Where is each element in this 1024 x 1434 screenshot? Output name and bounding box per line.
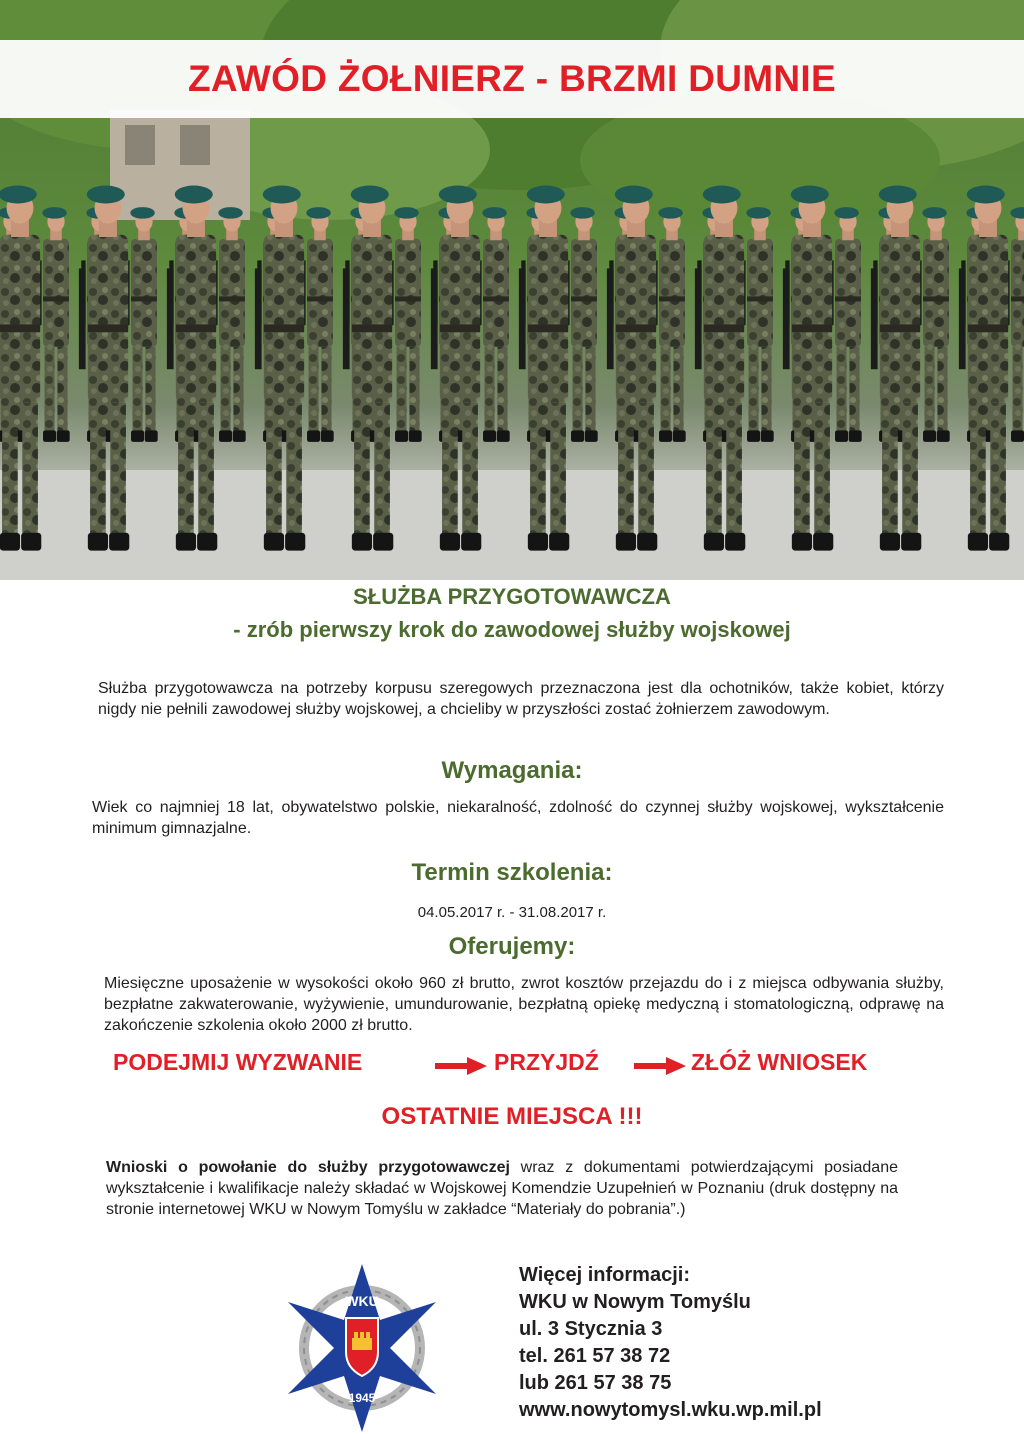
contact-phone-1: tel. 261 57 38 72 xyxy=(519,1345,671,1367)
cta-step-2: PRZYJDŹ xyxy=(494,1049,599,1075)
page-title: ZAWÓD ŻOŁNIERZ - BRZMI DUMNIE xyxy=(188,58,836,99)
contact-office: WKU w Nowym Tomyślu xyxy=(519,1291,751,1313)
emblem-top-text: WKU xyxy=(345,1293,379,1309)
requirements-heading: Wymagania: xyxy=(441,757,583,784)
wku-cross-emblem-icon xyxy=(276,1262,448,1434)
application-paragraph xyxy=(106,1157,898,1220)
contact-website[interactable]: www.nowytomysl.wku.wp.mil.pl xyxy=(519,1399,822,1421)
program-tagline: - zrób pierwszy krok do zawodowej służby wojskowej xyxy=(233,617,791,642)
emblem-bottom-text: 1945 xyxy=(348,1391,376,1405)
requirements-text: Wiek co najmniej 18 lat, obywatelstwo polskie, niekaralność, zdolność do czynnej służby wojskowej, wykształcenie minimum gimnazjalne. xyxy=(92,799,944,837)
program-name: SŁUŻBA PRZYGOTOWAWCZA xyxy=(353,584,671,609)
contact-address: ul. 3 Stycznia 3 xyxy=(519,1318,663,1340)
cta-step-3: ZŁÓŻ WNIOSEK xyxy=(691,1049,868,1075)
contact-heading: Więcej informacji: xyxy=(519,1264,690,1286)
right-arrow-icon xyxy=(634,1057,686,1075)
right-arrow-icon xyxy=(435,1057,487,1075)
application-bold: Wnioski o powołanie do służby przygotowawczej xyxy=(106,1159,510,1176)
soldier-rank xyxy=(0,207,1024,442)
application-rest: wraz z dokumentami potwierdzającymi posiadane wykształcenie i kwalifikacje należy składać w Wojskowej Komendzie Uzupełnień w Poznaniu (druk dostępny na stronie internetowej WKU w Nowym Tomyślu w zakładce “Materiały do pobrania”.) xyxy=(106,1159,899,1218)
intro-paragraph: Służba przygotowawcza na potrzeby korpusu szeregowych przeznaczona jest dla ochotników, także kobiet, którzy nigdy nie pełnili zawodowej służby wojskowej, a chcieliby w przyszłości zostać żołnierzem zawodowym. xyxy=(98,680,944,718)
cta-step-1: PODEJMIJ WYZWANIE xyxy=(113,1049,363,1075)
urgency-banner: OSTATNIE MIEJSCA !!! xyxy=(381,1103,643,1130)
offer-heading: Oferujemy: xyxy=(448,933,576,960)
offer-text: Miesięczne uposażenie w wysokości około 960 zł brutto, zwrot kosztów przejazdu do i z miejsca odbywania służby, bezpłatne zakwaterowanie, wyżywienie, umundurowanie, bezpłatną opiekę medyczną i stomatologiczną, odprawę na zakończenie szkolenia około 2000 zł brutto. xyxy=(104,975,944,1034)
training-dates: 04.05.2017 r. - 31.08.2017 r. xyxy=(417,904,607,921)
training-heading: Termin szkolenia: xyxy=(411,859,613,886)
contact-phone-2: lub 261 57 38 75 xyxy=(519,1372,672,1394)
